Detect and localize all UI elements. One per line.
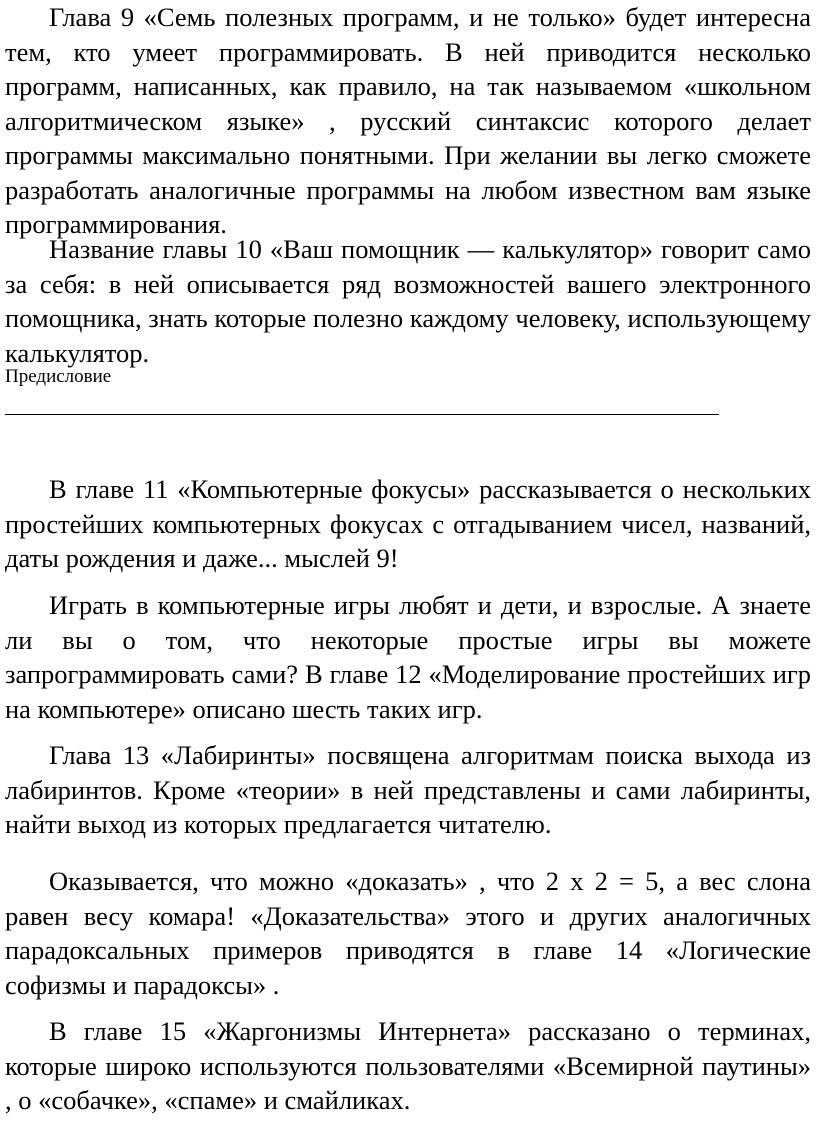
paragraph-chapter-15: В главе 15 «Жаргонизмы Интернета» рассказано о терминах, которые широко используются пользователями «Всемирной паутины» , о «собачке», «спаме» и смайликах. [5, 1016, 811, 1115]
paragraph-chapter-12: Играть в компьютерные игры любят и дети, и взрослые. А знаете ли вы о том, что некоторые простые игры вы можете запрограммировать сами? В главе 12 «Моделирование простейших игр на компьютере» описано шесть таких игр. [5, 590, 811, 724]
paragraph-chapter-10: Название главы 10 «Ваш помощник — калькулятор» говорит само за себя: в ней описывается ряд возможностей вашего электронного помощника, знать которые полезно каждому человеку, использующему калькулятор. [5, 234, 811, 368]
page-footer-label: Предисловие [5, 366, 112, 387]
page-divider [5, 414, 719, 415]
paragraph-chapter-13: Глава 13 «Лабиринты» посвящена алгоритмам поиска выхода из лабиринтов. Кроме «теории» в ней представлены и сами лабиринты, найти выход из которых предлагается читателю. [5, 740, 811, 839]
paragraph-chapter-11: В главе 11 «Компьютерные фокусы» рассказывается о нескольких простейших компьютерных фокусах с отгадыванием чисел, названий, даты рождения и даже... мыслей 9! [5, 474, 811, 573]
paragraph-chapter-9: Глава 9 «Семь полезных программ, и не только» будет интересна тем, кто умеет программировать. В ней приводится несколько программ, написанных, как правило, на так называемом «школьном алгоритмическом языке» , русский синтаксис которого делает программы максимально понятными. При желании вы легко сможете разработать аналогичные программы на любом известном вам языке программирования. [5, 2, 811, 239]
paragraph-chapter-14: Оказывается, что можно «доказать» , что 2 х 2 = 5, а вес слона равен весу комара! «Доказательства» этого и других аналогичных парадоксальных примеров приводятся в главе 14 «Логические софизмы и парадоксы» . [5, 866, 811, 1000]
